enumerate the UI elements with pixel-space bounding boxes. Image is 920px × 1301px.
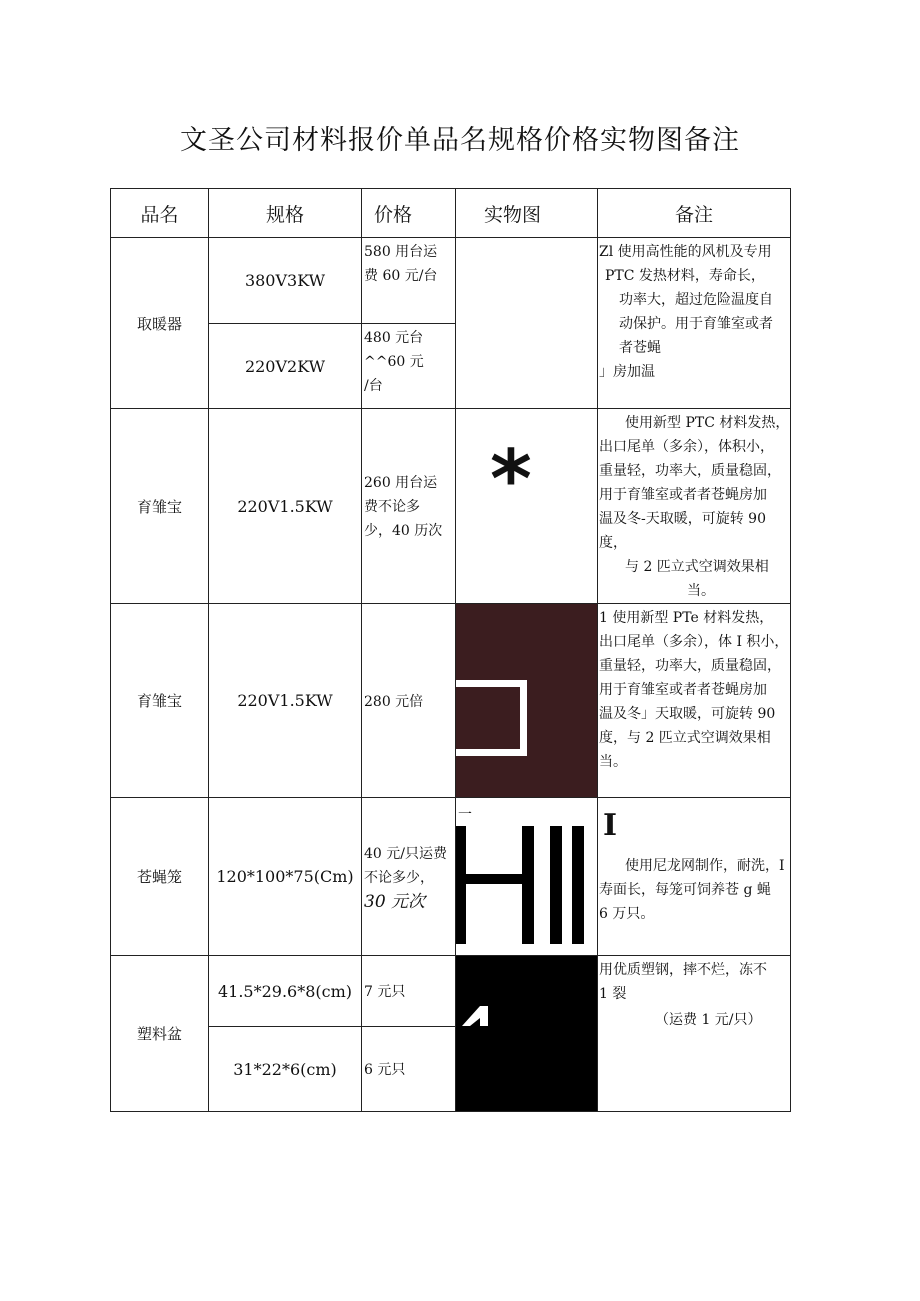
table-row xyxy=(111,604,791,798)
note-cell: 1 使用新型 PTe 材料发热， 出口尾单（多余），体 I 积小， 重量轻，功率大，质量稳固， 用于育雏室或者者苍蝇房加 温及冬」天取暖，可旋转 90 度，与 2 匹立式空调效果相 当。 xyxy=(598,604,791,798)
price-cell: 280 元倍 xyxy=(362,604,456,798)
page-title: 文圣公司材料报价单品名规格价格实物图备注 xyxy=(180,125,740,156)
price-cell: 7 元只 xyxy=(362,956,456,1027)
heater-photo-image xyxy=(456,680,527,756)
note-cell: Zl 使用高性能的风机及专用 PTC 发热材料，寿命长， 功率大，超过危险温度自 动保护。用于育雏室或者 者苍蝇 」房加温 xyxy=(598,238,791,409)
header-photo: 实物图 xyxy=(456,189,598,238)
spec-cell: 220V2KW xyxy=(209,324,362,409)
product-name: 育雏宝 xyxy=(111,604,209,798)
photo-cell xyxy=(456,604,598,798)
basin-photo-image xyxy=(456,956,598,1110)
header-spec: 规格 xyxy=(209,189,362,238)
product-name: 苍蝇笼 xyxy=(111,798,209,956)
note-cell: 使用新型 PTC 材料发热， 出口尾单（多余），体积小， 重量轻，功率大，质量稳固， 用于育雏室或者者苍蝇房加 温及冬-天取暖，可旋转 90 度， 与 2 匹立式空调效果相 当。 xyxy=(598,409,791,604)
price-cell: 260 用台运 费不论多 少，40 历次 xyxy=(362,409,456,604)
product-name: 取暖器 xyxy=(111,238,209,409)
price-cell: 40 元/只运费 不论多少， 30 元次 xyxy=(362,798,456,956)
photo-cell xyxy=(456,238,598,409)
header-row xyxy=(111,189,791,238)
spec-cell: 31*22*6(cm) xyxy=(209,1027,362,1112)
product-name: 塑料盆 xyxy=(111,956,209,1112)
header-note: 备注 xyxy=(598,189,791,238)
photo-label: 一 xyxy=(458,807,472,823)
photo-cell xyxy=(456,409,598,604)
table-row xyxy=(111,409,791,604)
product-name: 育雏宝 xyxy=(111,409,209,604)
table-row xyxy=(111,798,791,956)
table-row xyxy=(111,956,791,1027)
photo-cell xyxy=(456,798,598,956)
price-table xyxy=(110,188,791,1112)
header-price: 价格 xyxy=(362,189,456,238)
price-cell: 6 元只 xyxy=(362,1027,456,1112)
cage-photo-image xyxy=(456,798,598,956)
note-mark: I xyxy=(603,808,618,843)
spec-cell: 220V1.5KW xyxy=(209,604,362,798)
table-row xyxy=(111,238,791,324)
header-name: 品名 xyxy=(111,189,209,238)
price-cell: 580 用台运 费 60 元/台 xyxy=(362,238,456,324)
note-cell: 用优质塑钢，摔不烂，冻不 1 裂 （运费 1 元/只） xyxy=(598,956,791,1112)
spec-cell: 220V1.5KW xyxy=(209,409,362,604)
spec-cell: 380V3KW xyxy=(209,238,362,324)
spec-cell: 41.5*29.6*8(cm) xyxy=(209,956,362,1027)
note-cell: I 使用尼龙网制作，耐洗，I 寿面长，每笼可饲养苍 g 蝇 6 万只。 xyxy=(598,798,791,956)
heater-photo-glyph: * xyxy=(490,433,532,526)
spec-cell: 120*100*75(Cm) xyxy=(209,798,362,956)
price-cell: 480 元台 ^^60 元 /台 xyxy=(362,324,456,409)
photo-cell xyxy=(456,956,598,1112)
